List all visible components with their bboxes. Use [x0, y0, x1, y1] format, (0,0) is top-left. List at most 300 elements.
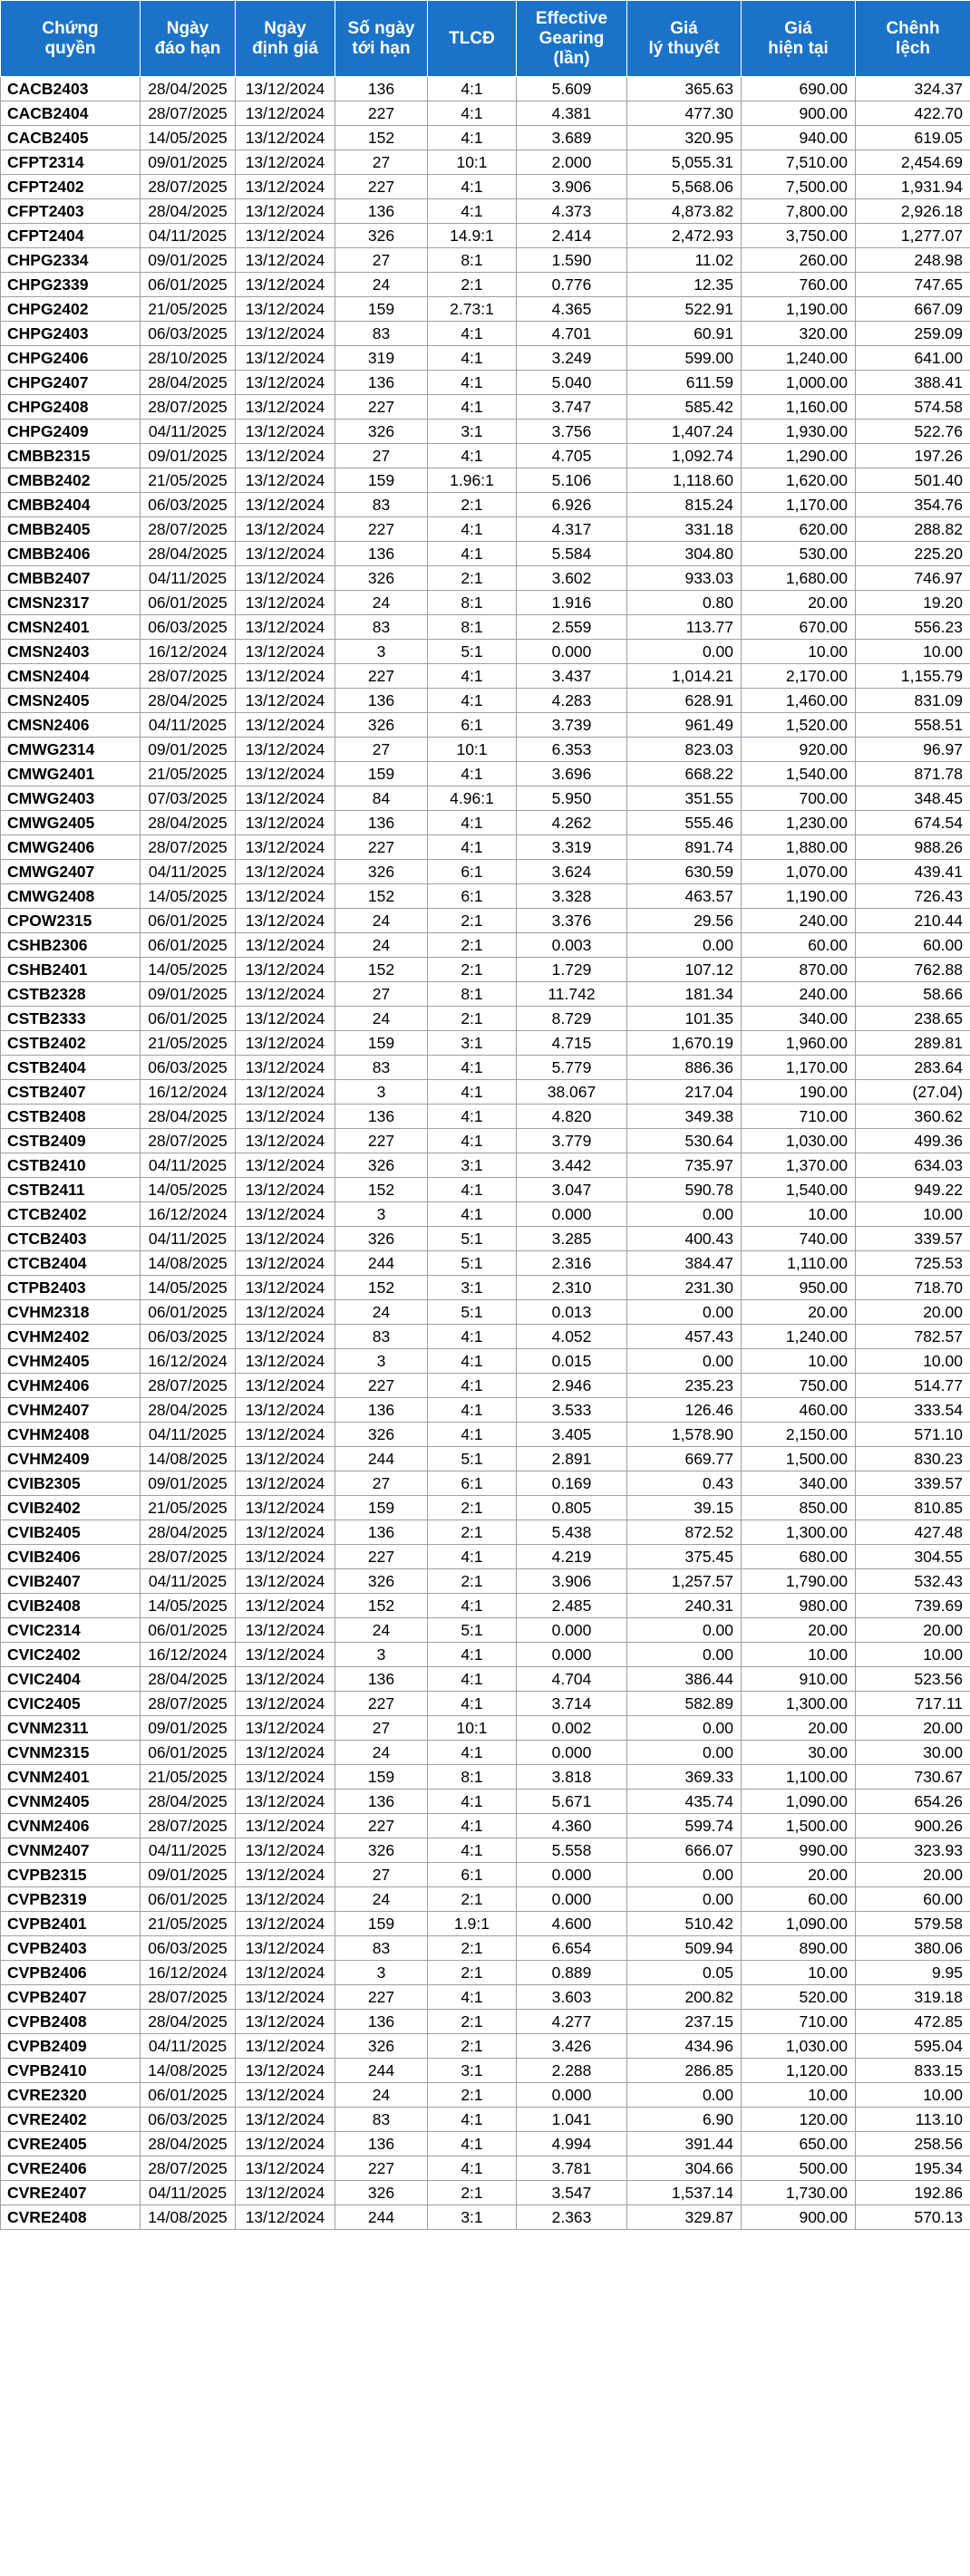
conversion-ratio-cell: 4:1	[428, 1667, 517, 1692]
valuation-date-cell: 13/12/2024	[236, 2059, 335, 2083]
conversion-ratio-cell: 2.73:1	[428, 297, 517, 322]
warrant-code-cell: CMBB2405	[1, 517, 141, 542]
warrant-code-cell: CMBB2407	[1, 566, 141, 591]
days-to-maturity-cell: 152	[335, 1594, 428, 1618]
days-to-maturity-cell: 27	[335, 1471, 428, 1496]
difference-cell: 574.58	[856, 395, 970, 420]
conversion-ratio-cell: 4:1	[428, 1643, 517, 1667]
days-to-maturity-cell: 227	[335, 2156, 428, 2181]
days-to-maturity-cell: 227	[335, 517, 428, 542]
valuation-date-cell: 13/12/2024	[236, 1814, 335, 1838]
current-price-cell: 1,290.00	[742, 444, 856, 468]
valuation-date-cell: 13/12/2024	[236, 1031, 335, 1056]
valuation-date-cell: 13/12/2024	[236, 248, 335, 273]
days-to-maturity-cell: 159	[335, 1031, 428, 1056]
maturity-date-cell: 28/07/2025	[141, 1374, 236, 1398]
difference-cell: 523.56	[856, 1667, 970, 1692]
difference-cell: 634.03	[856, 1153, 970, 1178]
difference-cell: 20.00	[856, 1300, 970, 1325]
days-to-maturity-cell: 3	[335, 1202, 428, 1227]
theoretical-price-cell: 391.44	[627, 2132, 742, 2156]
valuation-date-cell: 13/12/2024	[236, 1080, 335, 1105]
current-price-cell: 1,680.00	[742, 566, 856, 591]
conversion-ratio-cell: 14.9:1	[428, 224, 517, 248]
effective-gearing-cell: 2.363	[517, 2205, 627, 2230]
table-row	[1, 1667, 970, 1692]
conversion-ratio-cell: 8:1	[428, 982, 517, 1007]
difference-cell: 20.00	[856, 1618, 970, 1643]
current-price-cell: 650.00	[742, 2132, 856, 2156]
table-row	[1, 1569, 970, 1594]
effective-gearing-cell: 3.906	[517, 175, 627, 199]
table-row	[1, 591, 970, 615]
valuation-date-cell: 13/12/2024	[236, 346, 335, 371]
difference-cell: 570.13	[856, 2205, 970, 2230]
current-price-cell: 1,370.00	[742, 1153, 856, 1178]
conversion-ratio-cell: 4:1	[428, 1814, 517, 1838]
warrant-code-cell: CMBB2404	[1, 493, 141, 517]
valuation-date-cell: 13/12/2024	[236, 126, 335, 150]
table-row	[1, 1594, 970, 1618]
effective-gearing-cell: 4.052	[517, 1325, 627, 1349]
effective-gearing-cell: 2.288	[517, 2059, 627, 2083]
effective-gearing-cell: 5.558	[517, 1838, 627, 1863]
maturity-date-cell: 06/01/2025	[141, 1887, 236, 1912]
theoretical-price-cell: 349.38	[627, 1105, 742, 1129]
effective-gearing-cell: 4.381	[517, 101, 627, 126]
difference-cell: 472.85	[856, 2010, 970, 2034]
difference-cell: 949.22	[856, 1178, 970, 1202]
effective-gearing-cell: 3.624	[517, 860, 627, 884]
maturity-date-cell: 28/04/2025	[141, 1790, 236, 1814]
conversion-ratio-cell: 8:1	[428, 248, 517, 273]
theoretical-price-cell: 6.90	[627, 2108, 742, 2132]
maturity-date-cell: 06/01/2025	[141, 1741, 236, 1765]
current-price-cell: 1,070.00	[742, 860, 856, 884]
valuation-date-cell: 13/12/2024	[236, 1741, 335, 1765]
table-row	[1, 738, 970, 762]
valuation-date-cell: 13/12/2024	[236, 1471, 335, 1496]
conversion-ratio-cell: 4:1	[428, 346, 517, 371]
theoretical-price-cell: 4,873.82	[627, 199, 742, 224]
warrant-code-cell: CVIB2405	[1, 1520, 141, 1545]
valuation-date-cell: 13/12/2024	[236, 1325, 335, 1349]
difference-cell: 782.57	[856, 1325, 970, 1349]
days-to-maturity-cell: 152	[335, 126, 428, 150]
table-row	[1, 811, 970, 835]
maturity-date-cell: 14/05/2025	[141, 1276, 236, 1300]
effective-gearing-cell: 3.906	[517, 1569, 627, 1594]
table-row	[1, 273, 970, 297]
theoretical-price-cell: 101.35	[627, 1007, 742, 1031]
maturity-date-cell: 04/11/2025	[141, 1227, 236, 1251]
conversion-ratio-cell: 2:1	[428, 566, 517, 591]
table-row	[1, 175, 970, 199]
valuation-date-cell: 13/12/2024	[236, 2034, 335, 2059]
warrant-code-cell: CSTB2411	[1, 1178, 141, 1202]
difference-cell: 988.26	[856, 835, 970, 860]
conversion-ratio-cell: 4:1	[428, 1423, 517, 1447]
table-row	[1, 468, 970, 493]
theoretical-price-cell: 60.91	[627, 322, 742, 346]
maturity-date-cell: 28/07/2025	[141, 1814, 236, 1838]
warrant-code-cell: CACB2405	[1, 126, 141, 150]
difference-cell: 730.67	[856, 1765, 970, 1790]
valuation-date-cell: 13/12/2024	[236, 77, 335, 101]
valuation-date-cell: 13/12/2024	[236, 1129, 335, 1153]
theoretical-price-cell: 1,537.14	[627, 2181, 742, 2205]
effective-gearing-cell: 4.365	[517, 297, 627, 322]
table-row	[1, 1741, 970, 1765]
table-row	[1, 1423, 970, 1447]
conversion-ratio-cell: 2:1	[428, 2034, 517, 2059]
valuation-date-cell: 13/12/2024	[236, 542, 335, 566]
warrant-code-cell: CSTB2407	[1, 1080, 141, 1105]
effective-gearing-cell: 0.889	[517, 1961, 627, 1985]
effective-gearing-cell: 3.437	[517, 664, 627, 689]
valuation-date-cell: 13/12/2024	[236, 1643, 335, 1667]
theoretical-price-cell: 435.74	[627, 1790, 742, 1814]
difference-cell: 304.55	[856, 1545, 970, 1569]
maturity-date-cell: 28/07/2025	[141, 101, 236, 126]
conversion-ratio-cell: 2:1	[428, 273, 517, 297]
valuation-date-cell: 13/12/2024	[236, 664, 335, 689]
warrant-code-cell: CVNM2315	[1, 1741, 141, 1765]
table-row	[1, 126, 970, 150]
conversion-ratio-cell: 4:1	[428, 101, 517, 126]
theoretical-price-cell: 365.63	[627, 77, 742, 101]
current-price-cell: 7,800.00	[742, 199, 856, 224]
maturity-date-cell: 21/05/2025	[141, 1912, 236, 1936]
effective-gearing-cell: 4.283	[517, 689, 627, 713]
valuation-date-cell: 13/12/2024	[236, 1618, 335, 1643]
table-row	[1, 1520, 970, 1545]
valuation-date-cell: 13/12/2024	[236, 2156, 335, 2181]
difference-cell: 427.48	[856, 1520, 970, 1545]
conversion-ratio-cell: 4:1	[428, 2108, 517, 2132]
theoretical-price-cell: 386.44	[627, 1667, 742, 1692]
effective-gearing-cell: 5.040	[517, 371, 627, 395]
valuation-date-cell: 13/12/2024	[236, 1863, 335, 1887]
days-to-maturity-cell: 227	[335, 395, 428, 420]
table-row	[1, 2059, 970, 2083]
header-maturity-date: Ngày đáo hạn	[141, 1, 236, 77]
difference-cell: 571.10	[856, 1423, 970, 1447]
conversion-ratio-cell: 5:1	[428, 1300, 517, 1325]
maturity-date-cell: 04/11/2025	[141, 2034, 236, 2059]
difference-cell: 195.34	[856, 2156, 970, 2181]
conversion-ratio-cell: 4:1	[428, 1105, 517, 1129]
valuation-date-cell: 13/12/2024	[236, 566, 335, 591]
table-row	[1, 77, 970, 101]
valuation-date-cell: 13/12/2024	[236, 1349, 335, 1374]
theoretical-price-cell: 0.00	[627, 640, 742, 664]
current-price-cell: 1,540.00	[742, 1178, 856, 1202]
warrant-code-cell: CSHB2306	[1, 933, 141, 958]
conversion-ratio-cell: 2:1	[428, 909, 517, 933]
current-price-cell: 890.00	[742, 1936, 856, 1961]
theoretical-price-cell: 0.00	[627, 2083, 742, 2108]
conversion-ratio-cell: 5:1	[428, 1227, 517, 1251]
theoretical-price-cell: 555.46	[627, 811, 742, 835]
effective-gearing-cell: 3.405	[517, 1423, 627, 1447]
warrant-code-cell: CHPG2339	[1, 273, 141, 297]
conversion-ratio-cell: 2:1	[428, 1569, 517, 1594]
valuation-date-cell: 13/12/2024	[236, 835, 335, 860]
theoretical-price-cell: 0.43	[627, 1471, 742, 1496]
warrant-code-cell: CVRE2402	[1, 2108, 141, 2132]
valuation-date-cell: 13/12/2024	[236, 150, 335, 175]
days-to-maturity-cell: 27	[335, 1863, 428, 1887]
effective-gearing-cell: 1.729	[517, 958, 627, 982]
maturity-date-cell: 16/12/2024	[141, 1961, 236, 1985]
theoretical-price-cell: 628.91	[627, 689, 742, 713]
days-to-maturity-cell: 227	[335, 1374, 428, 1398]
table-row	[1, 762, 970, 786]
conversion-ratio-cell: 3:1	[428, 2205, 517, 2230]
warrant-code-cell: CVHM2402	[1, 1325, 141, 1349]
current-price-cell: 990.00	[742, 1838, 856, 1863]
current-price-cell: 1,620.00	[742, 468, 856, 493]
current-price-cell: 1,170.00	[742, 493, 856, 517]
warrant-code-cell: CMWG2401	[1, 762, 141, 786]
days-to-maturity-cell: 326	[335, 1838, 428, 1863]
theoretical-price-cell: 585.42	[627, 395, 742, 420]
effective-gearing-cell: 4.820	[517, 1105, 627, 1129]
days-to-maturity-cell: 244	[335, 2059, 428, 2083]
difference-cell: 871.78	[856, 762, 970, 786]
maturity-date-cell: 28/04/2025	[141, 689, 236, 713]
valuation-date-cell: 13/12/2024	[236, 1594, 335, 1618]
difference-cell: 210.44	[856, 909, 970, 933]
warrant-code-cell: CVRE2320	[1, 2083, 141, 2108]
maturity-date-cell: 28/04/2025	[141, 1667, 236, 1692]
maturity-date-cell: 28/07/2025	[141, 1985, 236, 2010]
current-price-cell: 20.00	[742, 1300, 856, 1325]
warrant-code-cell: CMWG2405	[1, 811, 141, 835]
table-row	[1, 224, 970, 248]
conversion-ratio-cell: 2:1	[428, 1961, 517, 1985]
difference-cell: 641.00	[856, 346, 970, 371]
conversion-ratio-cell: 2:1	[428, 958, 517, 982]
difference-cell: 514.77	[856, 1374, 970, 1398]
valuation-date-cell: 13/12/2024	[236, 1692, 335, 1716]
effective-gearing-cell: 2.946	[517, 1374, 627, 1398]
theoretical-price-cell: 1,670.19	[627, 1031, 742, 1056]
header-warrant: Chứng quyền	[1, 1, 141, 77]
days-to-maturity-cell: 326	[335, 2034, 428, 2059]
days-to-maturity-cell: 159	[335, 1912, 428, 1936]
theoretical-price-cell: 286.85	[627, 2059, 742, 2083]
maturity-date-cell: 04/11/2025	[141, 1423, 236, 1447]
theoretical-price-cell: 0.00	[627, 1643, 742, 1667]
effective-gearing-cell: 3.442	[517, 1153, 627, 1178]
maturity-date-cell: 28/04/2025	[141, 1105, 236, 1129]
current-price-cell: 670.00	[742, 615, 856, 640]
table-row	[1, 615, 970, 640]
difference-cell: 717.11	[856, 1692, 970, 1716]
days-to-maturity-cell: 24	[335, 2083, 428, 2108]
conversion-ratio-cell: 4:1	[428, 199, 517, 224]
valuation-date-cell: 13/12/2024	[236, 444, 335, 468]
table-row	[1, 1936, 970, 1961]
warrant-code-cell: CFPT2314	[1, 150, 141, 175]
maturity-date-cell: 28/07/2025	[141, 395, 236, 420]
effective-gearing-cell: 3.319	[517, 835, 627, 860]
warrant-code-cell: CFPT2404	[1, 224, 141, 248]
table-row	[1, 566, 970, 591]
warrant-code-cell: CHPG2407	[1, 371, 141, 395]
days-to-maturity-cell: 136	[335, 1790, 428, 1814]
current-price-cell: 7,510.00	[742, 150, 856, 175]
warrant-code-cell: CVPB2401	[1, 1912, 141, 1936]
valuation-date-cell: 13/12/2024	[236, 689, 335, 713]
maturity-date-cell: 28/07/2025	[141, 1545, 236, 1569]
effective-gearing-cell: 3.328	[517, 884, 627, 909]
difference-cell: 762.88	[856, 958, 970, 982]
days-to-maturity-cell: 152	[335, 958, 428, 982]
valuation-date-cell: 13/12/2024	[236, 1300, 335, 1325]
current-price-cell: 1,960.00	[742, 1031, 856, 1056]
current-price-cell: 900.00	[742, 101, 856, 126]
theoretical-price-cell: 240.31	[627, 1594, 742, 1618]
difference-cell: 348.45	[856, 786, 970, 811]
table-row	[1, 1692, 970, 1716]
difference-cell: 60.00	[856, 933, 970, 958]
days-to-maturity-cell: 136	[335, 1667, 428, 1692]
table-row	[1, 493, 970, 517]
theoretical-price-cell: 0.05	[627, 1961, 742, 1985]
conversion-ratio-cell: 4:1	[428, 1398, 517, 1423]
table-header	[1, 1, 970, 77]
valuation-date-cell: 13/12/2024	[236, 909, 335, 933]
current-price-cell: 1,190.00	[742, 884, 856, 909]
table-row	[1, 1153, 970, 1178]
days-to-maturity-cell: 24	[335, 1887, 428, 1912]
maturity-date-cell: 21/05/2025	[141, 1765, 236, 1790]
effective-gearing-cell: 6.353	[517, 738, 627, 762]
current-price-cell: 690.00	[742, 77, 856, 101]
effective-gearing-cell: 4.262	[517, 811, 627, 835]
theoretical-price-cell: 522.91	[627, 297, 742, 322]
warrant-code-cell: CMBB2406	[1, 542, 141, 566]
table-row	[1, 517, 970, 542]
effective-gearing-cell: 0.002	[517, 1716, 627, 1741]
warrant-code-cell: CVNM2401	[1, 1765, 141, 1790]
current-price-cell: 60.00	[742, 933, 856, 958]
days-to-maturity-cell: 27	[335, 248, 428, 273]
effective-gearing-cell: 3.047	[517, 1178, 627, 1202]
warrant-code-cell: CPOW2315	[1, 909, 141, 933]
current-price-cell: 950.00	[742, 1276, 856, 1300]
days-to-maturity-cell: 326	[335, 713, 428, 738]
theoretical-price-cell: 231.30	[627, 1276, 742, 1300]
difference-cell: 833.15	[856, 2059, 970, 2083]
effective-gearing-cell: 4.994	[517, 2132, 627, 2156]
warrant-code-cell: CHPG2334	[1, 248, 141, 273]
current-price-cell: 920.00	[742, 738, 856, 762]
conversion-ratio-cell: 4:1	[428, 126, 517, 150]
difference-cell: 499.36	[856, 1129, 970, 1153]
theoretical-price-cell: 235.23	[627, 1374, 742, 1398]
effective-gearing-cell: 3.376	[517, 909, 627, 933]
current-price-cell: 1,090.00	[742, 1912, 856, 1936]
table-row	[1, 1276, 970, 1300]
difference-cell: 192.86	[856, 2181, 970, 2205]
days-to-maturity-cell: 24	[335, 1618, 428, 1643]
conversion-ratio-cell: 3:1	[428, 1276, 517, 1300]
current-price-cell: 1,030.00	[742, 2034, 856, 2059]
theoretical-price-cell: 11.02	[627, 248, 742, 273]
table-row	[1, 1471, 970, 1496]
days-to-maturity-cell: 136	[335, 542, 428, 566]
warrant-code-cell: CSTB2402	[1, 1031, 141, 1056]
table-row	[1, 860, 970, 884]
days-to-maturity-cell: 227	[335, 1692, 428, 1716]
difference-cell: 360.62	[856, 1105, 970, 1129]
table-row	[1, 322, 970, 346]
current-price-cell: 1,230.00	[742, 811, 856, 835]
valuation-date-cell: 13/12/2024	[236, 273, 335, 297]
theoretical-price-cell: 823.03	[627, 738, 742, 762]
days-to-maturity-cell: 3	[335, 1643, 428, 1667]
conversion-ratio-cell: 4:1	[428, 2132, 517, 2156]
days-to-maturity-cell: 83	[335, 322, 428, 346]
effective-gearing-cell: 1.590	[517, 248, 627, 273]
days-to-maturity-cell: 27	[335, 982, 428, 1007]
difference-cell: 323.93	[856, 1838, 970, 1863]
current-price-cell: 1,000.00	[742, 371, 856, 395]
table-row	[1, 1300, 970, 1325]
theoretical-price-cell: 0.00	[627, 1741, 742, 1765]
valuation-date-cell: 13/12/2024	[236, 1887, 335, 1912]
valuation-date-cell: 13/12/2024	[236, 175, 335, 199]
days-to-maturity-cell: 24	[335, 273, 428, 297]
current-price-cell: 2,150.00	[742, 1423, 856, 1447]
effective-gearing-cell: 4.219	[517, 1545, 627, 1569]
theoretical-price-cell: 1,257.57	[627, 1569, 742, 1594]
theoretical-price-cell: 400.43	[627, 1227, 742, 1251]
theoretical-price-cell: 384.47	[627, 1251, 742, 1276]
effective-gearing-cell: 4.705	[517, 444, 627, 468]
difference-cell: 532.43	[856, 1569, 970, 1594]
theoretical-price-cell: 630.59	[627, 860, 742, 884]
warrant-code-cell: CFPT2403	[1, 199, 141, 224]
valuation-date-cell: 13/12/2024	[236, 101, 335, 126]
theoretical-price-cell: 0.00	[627, 1202, 742, 1227]
warrant-code-cell: CMSN2401	[1, 615, 141, 640]
current-price-cell: 1,240.00	[742, 346, 856, 371]
conversion-ratio-cell: 2:1	[428, 1520, 517, 1545]
maturity-date-cell: 14/05/2025	[141, 1178, 236, 1202]
warrant-code-cell: CVHM2409	[1, 1447, 141, 1471]
days-to-maturity-cell: 24	[335, 1741, 428, 1765]
valuation-date-cell: 13/12/2024	[236, 322, 335, 346]
table-row	[1, 2083, 970, 2108]
current-price-cell: 10.00	[742, 2083, 856, 2108]
header-effective-gearing: Effective Gearing (lần)	[517, 1, 627, 77]
maturity-date-cell: 14/08/2025	[141, 1251, 236, 1276]
maturity-date-cell: 28/04/2025	[141, 2010, 236, 2034]
days-to-maturity-cell: 3	[335, 1080, 428, 1105]
effective-gearing-cell: 3.533	[517, 1398, 627, 1423]
maturity-date-cell: 28/07/2025	[141, 2156, 236, 2181]
theoretical-price-cell: 611.59	[627, 371, 742, 395]
theoretical-price-cell: 933.03	[627, 566, 742, 591]
effective-gearing-cell: 4.373	[517, 199, 627, 224]
difference-cell: 831.09	[856, 689, 970, 713]
warrant-code-cell: CMWG2407	[1, 860, 141, 884]
